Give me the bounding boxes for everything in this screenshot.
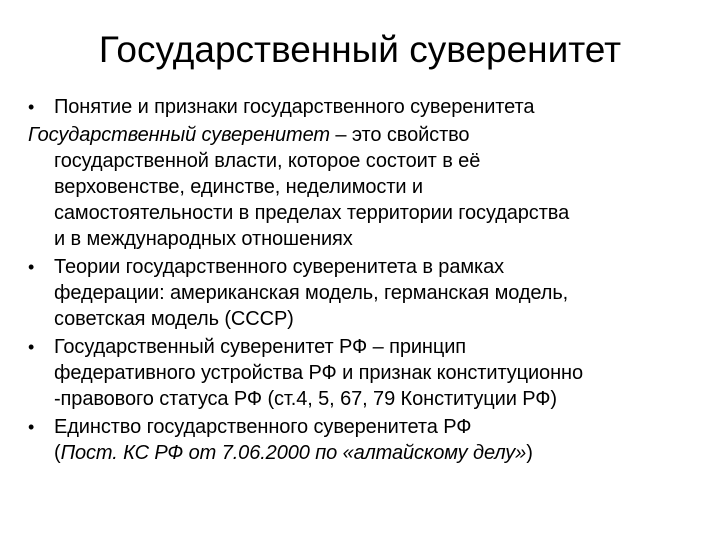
definition-line: самостоятельности в пределах территории государства [54, 202, 570, 224]
bullet-text-citation [54, 440, 698, 466]
bullet-text: Понятие и признаки государственного суверенитета [54, 96, 535, 118]
bullet-text: федеративного устройства РФ и признак конституционно [54, 362, 583, 384]
bullet-text: федерации: американская модель, германская модель, [54, 282, 569, 304]
slide-title: Государственный суверенитет [98, 29, 622, 70]
bullet-item-rf-sovereignty [28, 334, 698, 412]
citation-close-paren: ) [526, 442, 533, 464]
bullet-text: Единство государственного суверенитета РФ [54, 416, 472, 438]
bullet-icon: • [28, 337, 35, 357]
bullet-text: Теории государственного суверенитета в рамках [54, 256, 505, 278]
bullet-icon: • [28, 97, 35, 117]
bullet-item-theories [28, 254, 698, 332]
bullet-icon: • [28, 417, 35, 437]
definition-line: государственной власти, которое состоит в её [54, 150, 481, 172]
definition-line [28, 122, 698, 148]
definition-line: верховенстве, единстве, неделимости и [54, 176, 423, 198]
citation-text: Пост. КС РФ от 7.06.2000 по «алтайскому делу» [60, 442, 527, 464]
bullet-icon: • [28, 257, 35, 277]
definition-line: и в международных отношениях [54, 228, 353, 250]
bullet-item-unity [28, 414, 698, 466]
bullet-item-concept [28, 94, 698, 120]
bullet-text: -правового статуса РФ (ст.4, 5, 67, 79 Конституции РФ) [54, 388, 557, 410]
definition-text: – это свойство [329, 124, 470, 146]
definition-term: Государственный суверенитет [28, 124, 330, 146]
bullet-text: Государственный суверенитет РФ – принцип [54, 336, 467, 358]
definition-paragraph [28, 122, 698, 252]
slide-body [28, 94, 698, 468]
bullet-text: советская модель (СССР) [54, 308, 294, 330]
citation-open-paren: ( [54, 442, 61, 464]
